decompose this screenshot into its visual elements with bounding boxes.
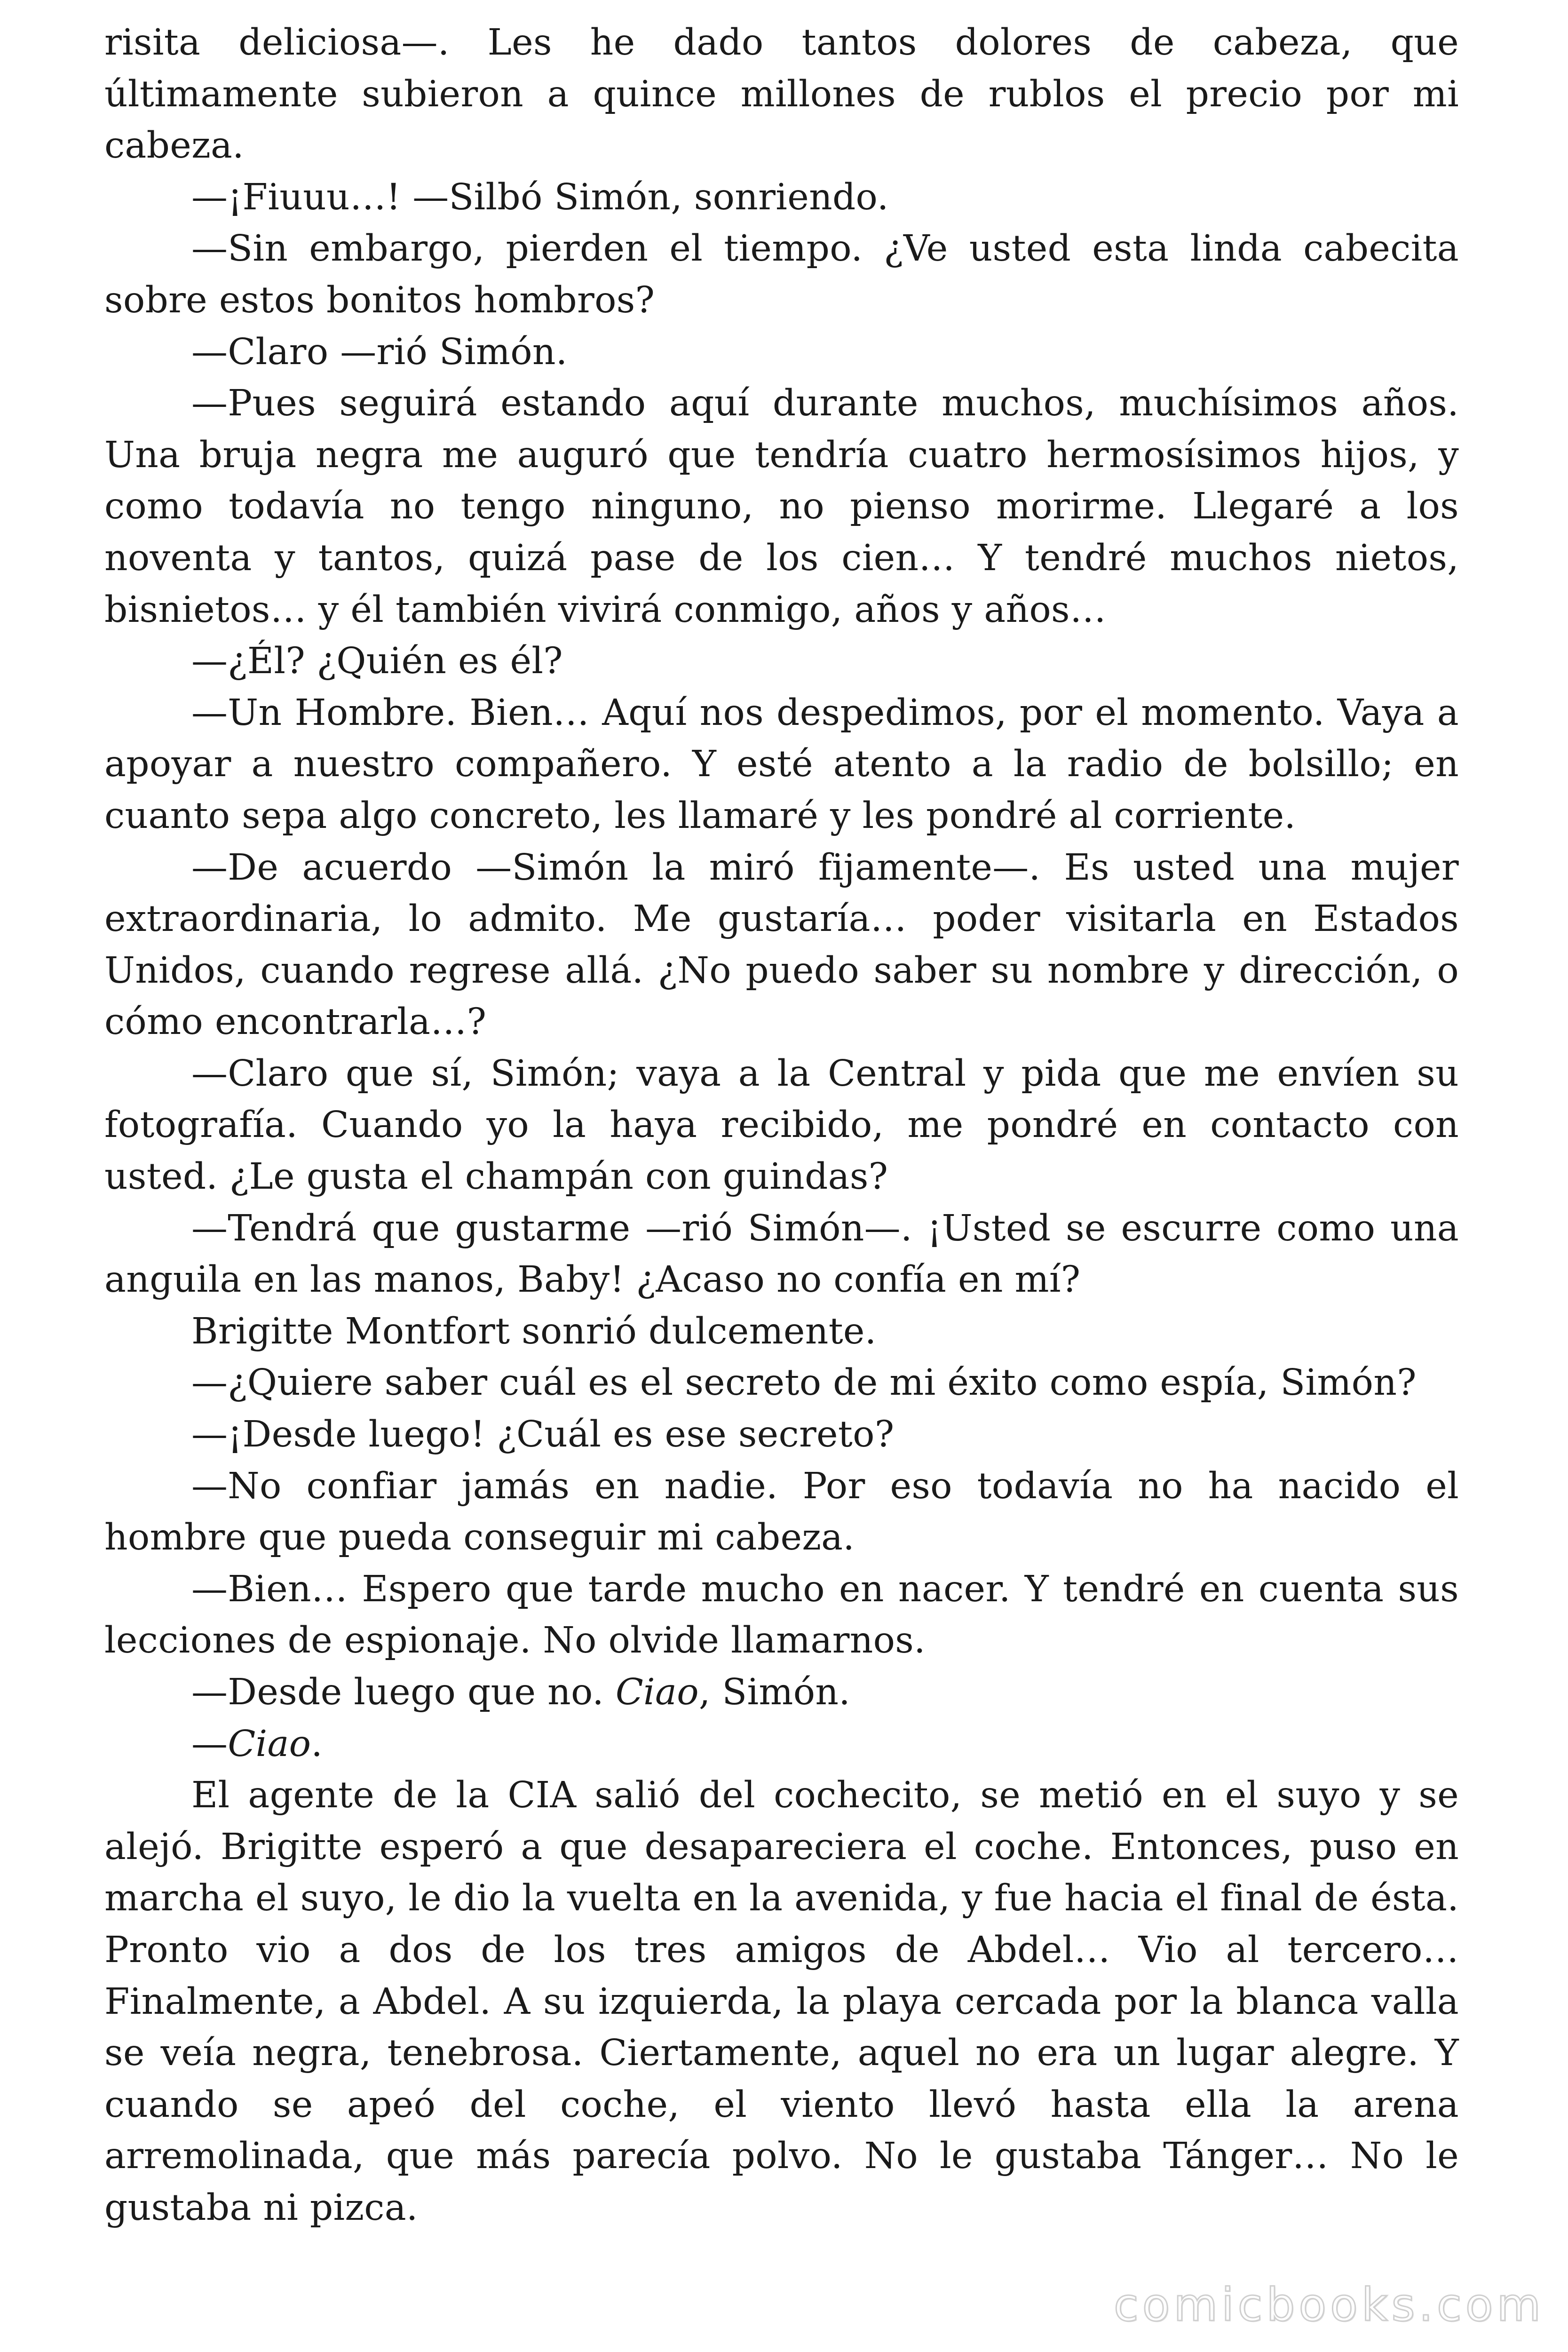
paragraph: risita deliciosa—. Les he dado tantos dolores de cabeza, que últimamente subieron a quince millones de rublos el precio por mi cabeza. [104, 22, 1459, 167]
paragraph-text: , Simón. [698, 1671, 851, 1713]
paragraph: —De acuerdo —Simón la miró fijamente—. Es usted una mujer extraordinaria, lo admito. Me gustaría… poder visitarla en Estados Unidos, cuando regrese allá. ¿No puedo saber su nombre y dirección, o cómo encontrarla…? [104, 846, 1459, 1043]
paragraph: —¿Él? ¿Quién es él? [191, 640, 563, 683]
paragraph: —Tendrá que gustarme —rió Simón—. ¡Usted se escurre como una anguila en las manos, Baby! ¿Acaso no confía en mí? [104, 1207, 1459, 1301]
paragraph: —Claro —rió Simón. [191, 331, 568, 373]
paragraph: —Un Hombre. Bien… Aquí nos despedimos, por el momento. Vaya a apoyar a nuestro compañero. Y esté atento a la radio de bolsillo; en cuanto sepa algo concreto, les llamaré y les pondré al corriente. [104, 691, 1459, 837]
italic-word: Ciao [228, 1723, 311, 1765]
paragraph: —Claro que sí, Simón; vaya a la Central y pida que me envíen su fotografía. Cuando yo la haya recibido, me pondré en contacto con usted. ¿Le gusta el champán con guindas? [104, 1052, 1459, 1198]
paragraph [104, 1718, 1459, 1770]
paragraph-text: —Desde luego que no. [191, 1671, 616, 1713]
paragraph: —Pues seguirá estando aquí durante muchos, muchísimos años. Una bruja negra me auguró que tendría cuatro hermosísimos hijos, y como todavía no tengo ninguno, no pienso morirme. Llegaré a los noventa y tantos, quizá pase de los cien… Y tendré muchos nietos, bisnietos… y él también vivirá conmigo, años y años… [104, 382, 1459, 631]
paragraph: —¡Fiuuu…! —Silbó Simón, sonriendo. [191, 176, 889, 218]
paragraph: —Sin embargo, pierden el tiempo. ¿Ve usted esta linda cabecita sobre estos bonitos hombros? [104, 228, 1459, 321]
paragraph: El agente de la CIA salió del cochecito, se metió en el suyo y se alejó. Brigitte esperó a que desapareciera el coche. Entonces, puso en marcha el suyo, le dio la vuelta en la avenida, y fue hacia el final de ésta. Pronto vio a dos de los tres amigos de Abdel… Vio al tercero… Finalmente, a Abdel. A su izquierda, la playa cercada por la blanca valla se veía negra, tenebrosa. Ciertamente, aquel no era un lugar alegre. Y cuando se apeó del coche, el viento llevó hasta ella la arena arremolinada, que más parecía polvo. No le gustaba Tánger… No le gustaba ni pizca. [104, 1774, 1459, 2229]
italic-word: Ciao [615, 1671, 699, 1713]
paragraph: Brigitte Montfort sonrió dulcemente. [191, 1310, 877, 1352]
watermark: comicbooks.com [1113, 2279, 1544, 2331]
paragraph: —Bien… Espero que tarde mucho en nacer. Y tendré en cuenta sus lecciones de espionaje. No olvide llamarnos. [104, 1568, 1459, 1662]
paragraph-text: . [311, 1723, 323, 1765]
paragraph: —¿Quiere saber cuál es el secreto de mi éxito como espía, Simón? [191, 1362, 1417, 1404]
document-page [104, 17, 1459, 2234]
paragraph: —No confiar jamás en nadie. Por eso todavía no ha nacido el hombre que pueda conseguir mi cabeza. [104, 1465, 1459, 1559]
paragraph-text: — [191, 1723, 228, 1765]
paragraph: —¡Desde luego! ¿Cuál es ese secreto? [191, 1414, 895, 1456]
paragraph [104, 1667, 1459, 1718]
